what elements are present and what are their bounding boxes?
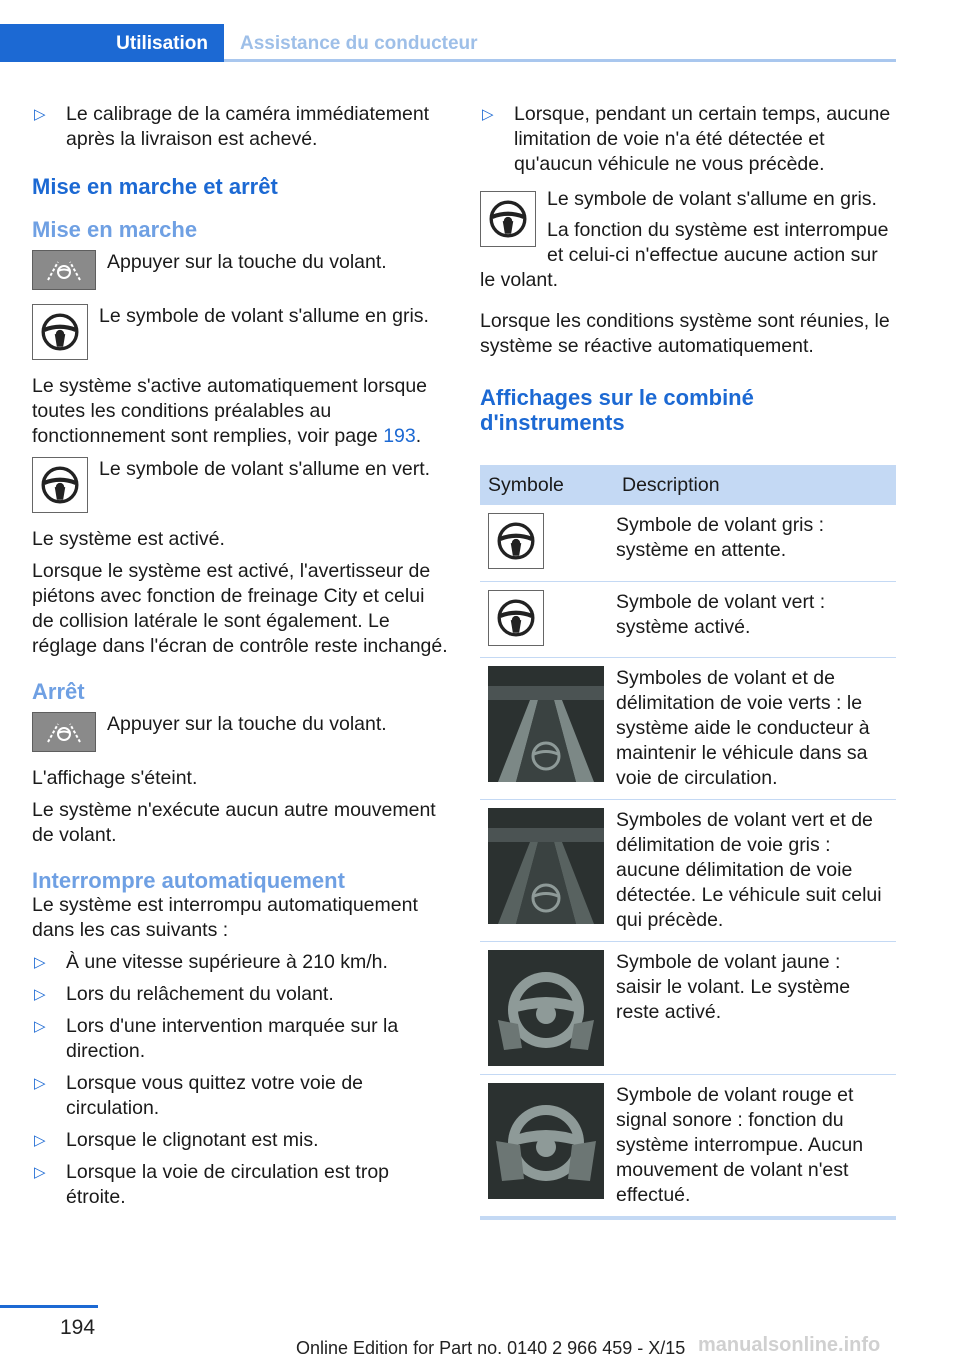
steering-wheel-green-icon xyxy=(32,457,88,513)
lane-gray-icon xyxy=(488,808,604,924)
lane-green-icon xyxy=(488,666,604,782)
header-divider xyxy=(224,59,896,62)
row-gray-symbol: Le symbole de volant s'allume en gris. xyxy=(32,304,448,360)
page-reference-link[interactable]: 193 xyxy=(383,425,416,447)
row-press-button-on: Appuyer sur la touche du volant. xyxy=(32,250,448,290)
table-row: Symbole de volant rouge et signal sonore : fonction du système interrompue. Aucun mouvement de volant n'est effectué. xyxy=(480,1074,896,1218)
bullet-triangle-icon: ▷ xyxy=(482,106,494,123)
col-description: Description xyxy=(612,465,896,505)
bullet-triangle-icon: ▷ xyxy=(34,1075,46,1092)
page-header xyxy=(0,0,960,62)
table-row: Symboles de volant vert et de délimitation de voie gris : aucune délimitation de voie détectée. Le véhicule suit celui qui précède. xyxy=(480,799,896,941)
hands-on-wheel-yellow-icon xyxy=(488,950,604,1066)
bullet-item: ▷ Lorsque la voie de circulation est trop étroite. xyxy=(34,1161,390,1208)
symbols-table xyxy=(480,465,896,1220)
page-number: 194 xyxy=(60,1316,96,1339)
bullet-no-lane: ▷ Lorsque, pendant un certain temps, aucune limitation de voie n'a été détectée et qu'aucun véhicule ne vous précède. xyxy=(482,103,891,175)
table-row: Symbole de volant jaune : saisir le volant. Le système reste activé. xyxy=(480,941,896,1074)
watermark: manualsonline.info xyxy=(698,1334,881,1356)
bullet-item: ▷ Lors du relâchement du volant. xyxy=(34,983,334,1005)
interrupted-block: Le symbole de volant s'allume en gris. La fonction du système est interrompue et celui-ci n'effectue aucune action sur le volant. xyxy=(480,188,889,291)
bullet-item: ▷ Lors d'une intervention marquée sur la direction. xyxy=(34,1015,399,1062)
bullet-triangle-icon: ▷ xyxy=(34,1132,46,1149)
bullet-item: ▷ À une vitesse supérieure à 210 km/h. xyxy=(34,951,388,973)
bullet-item: ▷ Lorsque le clignotant est mis. xyxy=(34,1129,319,1151)
row-press-button-off: Appuyer sur la touche du volant. xyxy=(32,712,448,752)
bullet-triangle-icon: ▷ xyxy=(34,106,46,123)
steering-wheel-gray-icon xyxy=(488,513,544,569)
activates-paragraph: Le système s'active automatiquement lorsque toutes les conditions préalables au fonctionnement sont remplies, voir page 193. xyxy=(32,375,428,447)
row-green-symbol: Le symbole de volant s'allume en vert. xyxy=(32,457,448,513)
display-off-text: L'affichage s'éteint. xyxy=(32,767,198,789)
steering-wheel-gray-icon xyxy=(480,191,536,247)
col-symbol: Symbole xyxy=(480,465,612,505)
bullet-item: ▷ Lorsque vous quittez votre voie de circulation. xyxy=(34,1072,364,1119)
table-row: Symboles de volant et de délimitation de voie verts : le système aide le conducteur à maintenir le véhicule dans sa voie de circulation. xyxy=(480,657,896,799)
header-tab-utilisation: Utilisation xyxy=(0,24,224,62)
bullet-triangle-icon: ▷ xyxy=(34,1164,46,1181)
heading-displays: Affichages sur le combiné d'instruments xyxy=(480,385,754,435)
table-row: Symbole de volant gris : système en attente. xyxy=(480,505,896,581)
table-row: Symbole de volant vert : système activé. xyxy=(480,581,896,657)
edition-text: Online Edition for Part no. 0140 2 966 459 - X/15 xyxy=(296,1338,686,1358)
heading-off: Arrêt xyxy=(32,679,85,704)
hands-on-wheel-red-icon xyxy=(488,1083,604,1199)
heading-interrupt: Interrompre automatiquement xyxy=(32,868,345,893)
bullet-calibration: ▷ Le calibrage de la caméra immédiatement après la livraison est achevé. xyxy=(34,103,430,150)
activated-text: Le système est activé. xyxy=(32,528,225,550)
when-active-paragraph: Lorsque le système est activé, l'avertisseur de piétons avec fonction de freinage City et celui de collision latérale le sont également. Le réglage dans l'écran de contrôle reste inchangé. xyxy=(32,560,448,657)
bullet-triangle-icon: ▷ xyxy=(34,986,46,1003)
steering-wheel-gray-icon xyxy=(32,304,88,360)
header-tab-assistance: Assistance du conducteur xyxy=(240,32,478,54)
heading-on: Mise en marche xyxy=(32,217,198,242)
right-column xyxy=(480,102,896,1220)
left-column xyxy=(32,102,448,1217)
no-movement-text: Le système n'exécute aucun autre mouvement de volant. xyxy=(32,799,436,846)
heading-on-off: Mise en marche et arrêt xyxy=(32,174,278,199)
steering-assist-button-icon xyxy=(32,712,96,752)
bullet-triangle-icon: ▷ xyxy=(34,954,46,971)
steering-wheel-green-icon xyxy=(488,590,544,646)
footer-divider xyxy=(0,1305,98,1308)
interrupt-intro: Le système est interrompu automatiquement dans les cas suivants : xyxy=(32,894,418,941)
reactivate-paragraph: Lorsque les conditions système sont réunies, le système se réactive automatiquement. xyxy=(480,310,890,357)
table-header-row xyxy=(480,465,896,505)
bullet-triangle-icon: ▷ xyxy=(34,1018,46,1035)
steering-assist-button-icon xyxy=(32,250,96,290)
